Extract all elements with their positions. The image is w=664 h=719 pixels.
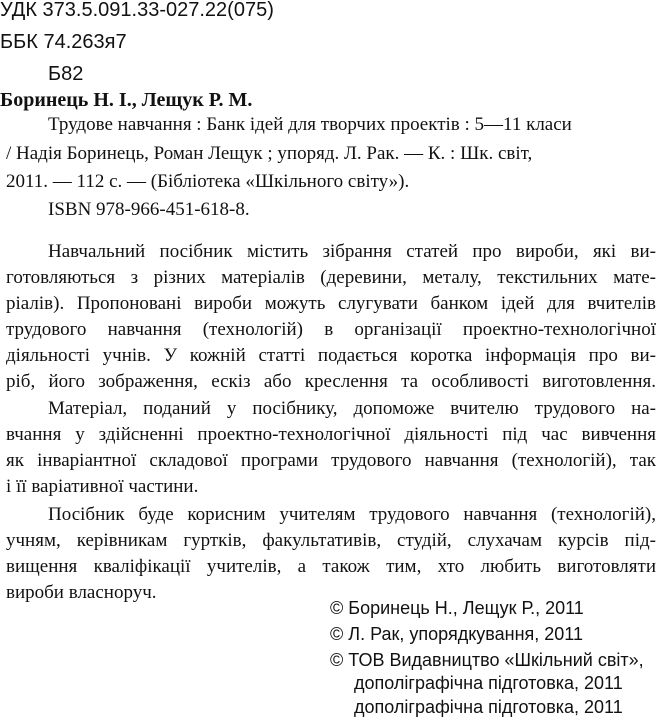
abstract-p1-line-1: Навчальний посібник містить зібрання статей про вироби, які ви- xyxy=(48,241,656,262)
isbn: ISBN 978-966-451-618-8. xyxy=(48,199,250,220)
abstract-p2-line-1: Матеріал, поданий у посібнику, допоможе вчителю трудового на- xyxy=(48,398,656,419)
copyright-publisher: © ТОВ Видавництво «Шкільний світ», xyxy=(330,650,644,670)
bbk-code: ББК 74.263я7 xyxy=(0,31,127,53)
abstract-p3-line-4: вироби власноруч. xyxy=(6,582,157,603)
copyright-compiler: © Л. Рак, упорядкування, 2011 xyxy=(330,624,583,644)
abstract-p3-line-3: вищення кваліфікації учителів, а також тим, хто любить виготовляти xyxy=(6,556,656,577)
copyright-prepress-2: дополіграфічна підготовка, 2011 xyxy=(354,697,623,717)
abstract-p1-line-2: готовляються з різних матеріалів (деревини, металу, текстильних мате- xyxy=(6,267,656,288)
abstract-p1-line-3: ріалів). Пропоновані вироби можуть слугувати банком ідей для вчителів xyxy=(6,293,656,314)
abstract-p1-line-4: трудового навчання (технологій) в організації проектно-технологічної xyxy=(6,319,656,340)
abstract-p2-line-3: як інваріантної складової програми трудового навчання (технологій), так xyxy=(6,450,656,471)
copyright-prepress-1: дополіграфічна підготовка, 2011 xyxy=(354,673,623,693)
bib-line-2: / Надія Боринець, Роман Лещук ; упоряд. Л. Рак. — К. : Шк. світ, xyxy=(6,143,533,164)
copyright-authors: © Боринець Н., Лещук Р., 2011 xyxy=(330,598,584,618)
abstract-p2-line-2: вчання у здійсненні проектно-технологічної діяльності під час вивчення xyxy=(6,424,656,445)
author-code: Б82 xyxy=(48,63,84,85)
bib-line-3: 2011. — 112 с. — (Бібліотека «Шкільного світу»). xyxy=(6,171,410,192)
abstract-p3-line-1: Посібник буде корисним учителям трудового навчання (технологій), xyxy=(48,504,656,525)
abstract-p2-line-4: і її варіативної частини. xyxy=(6,476,199,497)
authors: Боринець Н. І., Лещук Р. М. xyxy=(0,89,253,111)
bib-line-1: Трудове навчання : Банк ідей для творчих проектів : 5—11 класи xyxy=(48,114,572,135)
udk-code: УДК 373.5.091.33-027.22(075) xyxy=(0,0,274,21)
abstract-p1-line-6: ріб, його зображення, ескіз або креслення та особливості виготовлення. xyxy=(6,371,656,392)
abstract-p1-line-5: діяльності учнів. У кожній статті подається коротка інформація про ви- xyxy=(6,345,656,366)
abstract-p3-line-2: учням, керівникам гуртків, факультативів, студій, слухачам курсів під- xyxy=(6,530,656,551)
